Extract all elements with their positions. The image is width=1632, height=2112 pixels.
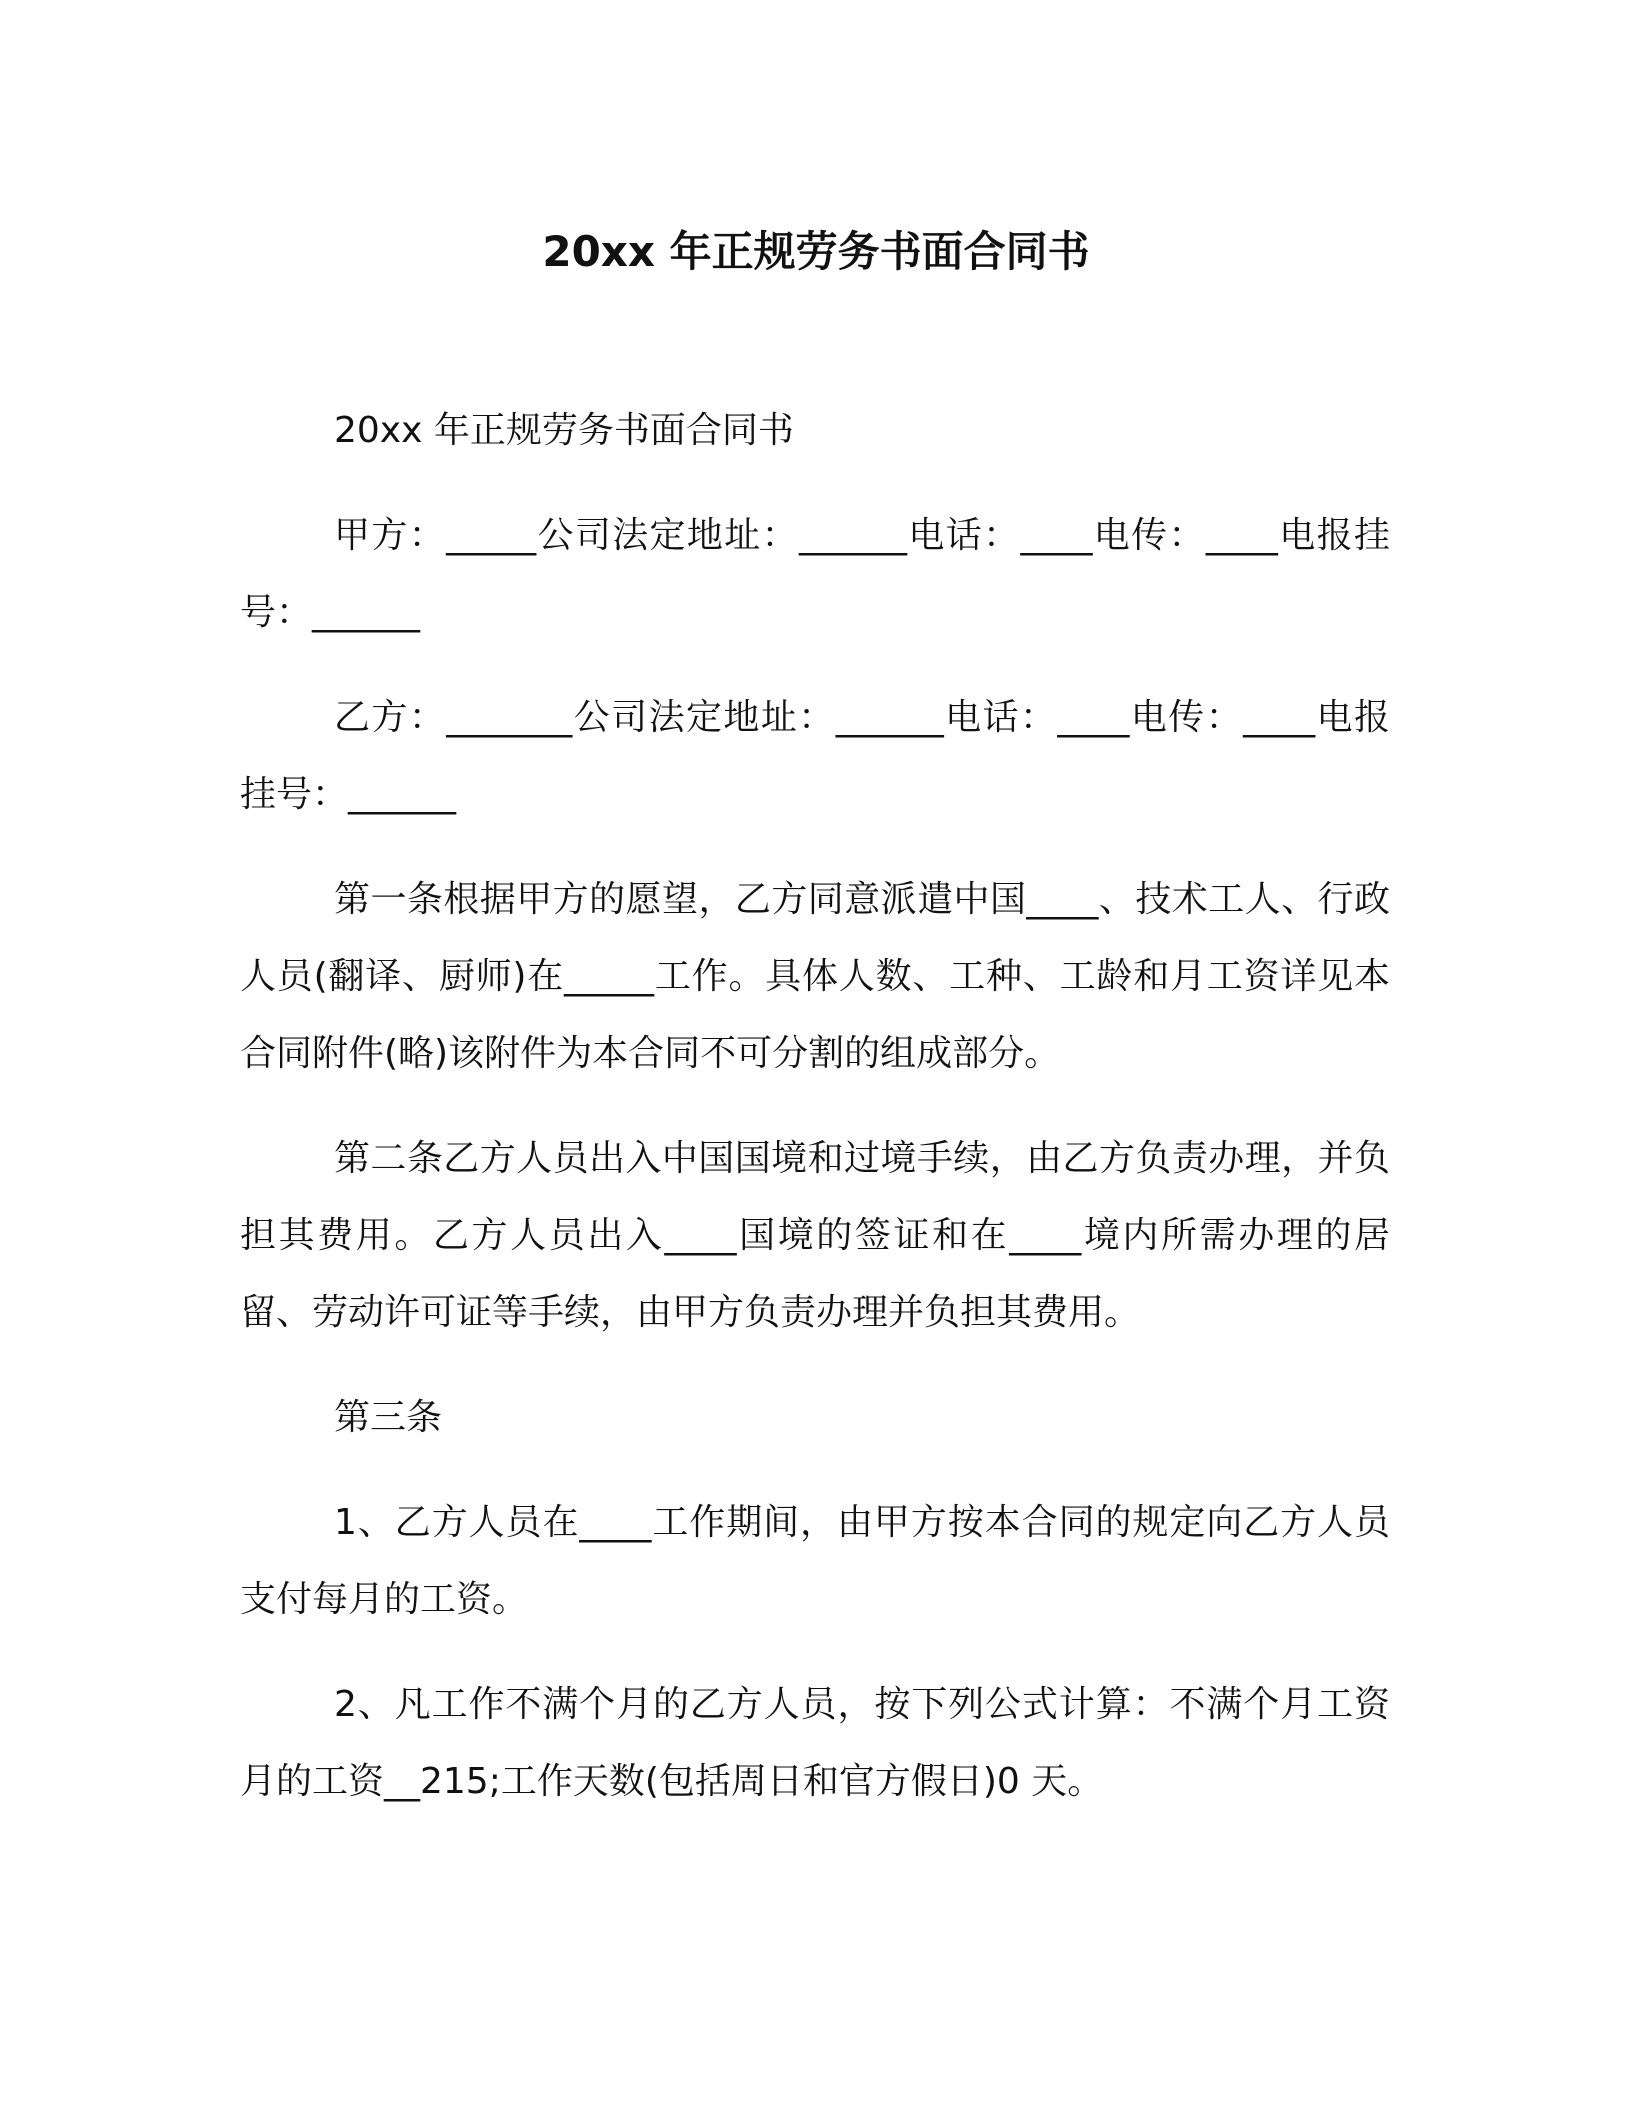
document-title: 20xx 年正规劳务书面合同书 <box>542 227 1090 276</box>
article-3-heading: 第三条 <box>334 1397 443 1438</box>
party-a-paragraph: 甲方：_____公司法定地址：______电话：____电传：____电报挂号：______ <box>240 515 1390 633</box>
document-body <box>240 392 1390 1848</box>
party-b-paragraph: 乙方：_______公司法定地址：______电话：____电传：____电报挂号：______ <box>240 697 1390 815</box>
article-1-paragraph: 第一条根据甲方的愿望，乙方同意派遣中国____、技术工人、行政人员(翻译、厨师)在_____工作。具体人数、工种、工龄和月工资详见本合同附件(略)该附件为本合同不可分割的组成部分。 <box>240 879 1390 1074</box>
article-2-paragraph: 第二条乙方人员出入中国国境和过境手续，由乙方负责办理，并负担其费用。乙方人员出入____国境的签证和在____境内所需办理的居留、劳动许可证等手续，由甲方负责办理并负担其费用。 <box>240 1138 1390 1333</box>
subtitle-paragraph: 20xx 年正规劳务书面合同书 <box>334 410 794 451</box>
article-3-item-1: 1、乙方人员在____工作期间，由甲方按本合同的规定向乙方人员支付每月的工资。 <box>240 1502 1390 1620</box>
article-3-item-2: 2、凡工作不满个月的乙方人员，按下列公式计算：不满个月工资月的工资__215;工作天数(包括周日和官方假日)0 天。 <box>240 1684 1390 1802</box>
